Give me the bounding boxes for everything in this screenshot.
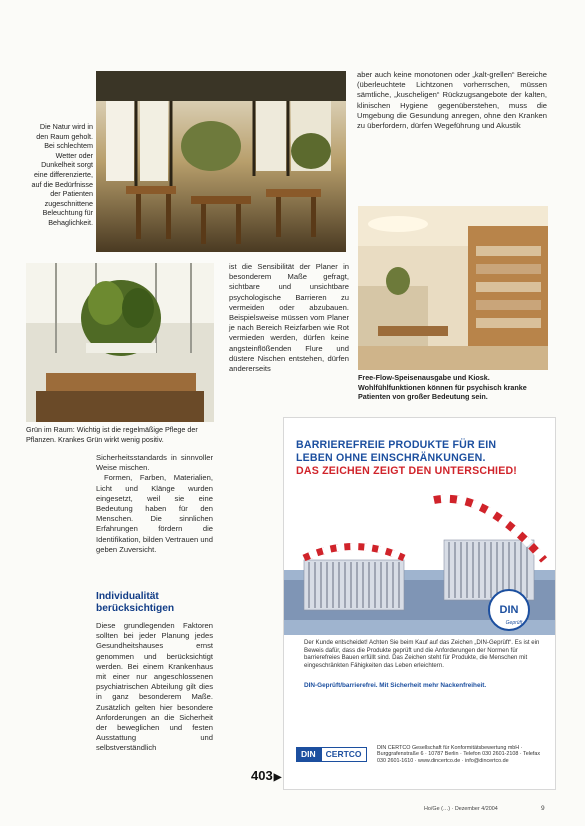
- paragraph: aber auch keine monotonen oder „kalt-grellen“ Bereiche (überleuchtete Lichtzonen vorherrschen, müssen sämtliche, „kuscheligen“ Rückzugsangebote der kalten, klinischen Hygiene gegenüberstehen, muss die Umgebung die Gesundung anregen, ohne den Kranken zu überfordern, dürfen Wegeführung und Akustik: [357, 70, 547, 131]
- din-certco-logo: [296, 744, 372, 759]
- ad-footer: DIN CERTCO Gesellschaft für Konformitätsbewertung mbH · Burggrafenstraße 6 · 10787 Berlin · Telefon 030 2601-2108 · Telefax 030 2601-1610 · www.dincertco.de · info@dincertco.de: [377, 745, 541, 764]
- ad-text: Der Kunde entscheidet! Achten Sie beim Kauf auf das Zeichen „DIN-Geprüft“. Es ist ein Beweis dafür, dass die Produkte geprüft und die Anforderungen der Normen für barrierefreies Bauen erfüllt sind. Das Zeichen steht für Produkte, die Menschen mit eingeschränkten Fähigkeiten das Leben erleichtern.: [304, 639, 540, 669]
- ad-title-line: BARRIEREFREIE PRODUKTE FÜR EIN: [296, 439, 497, 451]
- photo-conservatory-dining: [96, 71, 346, 252]
- page-number-marker-text: 403: [251, 768, 273, 783]
- body-column-right-top: [357, 70, 547, 131]
- body-column-left-2: [96, 621, 213, 754]
- section-heading: Individualität berücksichtigen: [96, 591, 175, 614]
- caption-middle-left: Grün im Raum: Wichtig ist die regelmäßige Pflege der Pflanzen. Krankes Grün wirkt wenig positiv.: [26, 425, 198, 444]
- logo-certco: CERTCO: [321, 747, 367, 762]
- body-column-middle: [229, 262, 349, 374]
- paragraph: Formen, Farben, Materialien, Licht und Klänge wurden eingesetzt, weil sie eine Bedeutung haben für den Menschen. Die sinnlichen Erfahrungen fördern die Identifikation, bilden Vertrauen und geben Zuversicht.: [96, 473, 213, 554]
- ad-title: [296, 439, 546, 479]
- ad-title-line: LEBEN OHNE EINSCHRÄNKUNGEN.: [296, 452, 486, 465]
- page-number-marker: [251, 768, 281, 783]
- ad-title-line: DAS ZEICHEN ZEIGT DEN UNTERSCHIED!: [296, 465, 518, 478]
- arrow-right-icon: ▶: [273, 772, 282, 783]
- paragraph: ist die Sensibilität der Planer in besonderem Maße gefragt, sichtbare und unsichtbare psychologische Barrieren zu vermeiden oder abzubauen. Beispielsweise müssen vom Planer je nach Bereich Reizfarben wie Rot vermieden werden, dürfen keine angsteinflößenden Flure und düstere Nischen entstehen, dürfen andererseits: [229, 262, 349, 374]
- paragraph: Diese grundlegenden Faktoren sollten bei jeder Planung jedes Gesundheitshauses ernst genommen und berücksichtigt werden. Bei einem Krankenhaus mit einer nur angeschlossenen psychiatrischen Abteilung gilt dies in ganz besonderem Maße. Zusätzlich gelten hier besondere Anforderungen an die Sicherheit der beweglichen und festen Ausstattung und selbstverständlich: [96, 621, 213, 753]
- page-no: 9: [541, 805, 545, 812]
- ad-slogan: DIN-Geprüft/barrierefrei. Mit Sicherheit mehr Nackenfreiheit.: [304, 682, 487, 689]
- din-badge-sub: Geprüft: [505, 620, 523, 626]
- caption-top-left: Die Natur wird in den Raum geholt. Bei schlechtem Wetter oder Dunkelheit sorgt eine differenzierte, auf die Bedürfnisse der Patienten zugeschnittene Beleuchtung für Behaglichkeit.: [31, 122, 93, 227]
- photo-plants: [26, 263, 214, 422]
- caption-right: Free-Flow-Speisenausgabe und Kiosk. Wohlfühlfunktionen können für psychisch kranke Patienten von großer Bedeutung sein.: [358, 373, 527, 402]
- ad-illustration: [284, 480, 555, 635]
- paragraph: Sicherheitsstandards in sinnvoller Weise mischen.: [96, 453, 213, 473]
- body-column-left: [96, 453, 213, 555]
- advertisement-din-certco: [283, 417, 556, 790]
- photo-kiosk: [358, 206, 548, 370]
- din-badge-text: DIN: [499, 604, 519, 616]
- page-footer: Ho/Ge (…) · Dezember 4/2004: [424, 806, 498, 812]
- logo-din: DIN: [296, 747, 321, 762]
